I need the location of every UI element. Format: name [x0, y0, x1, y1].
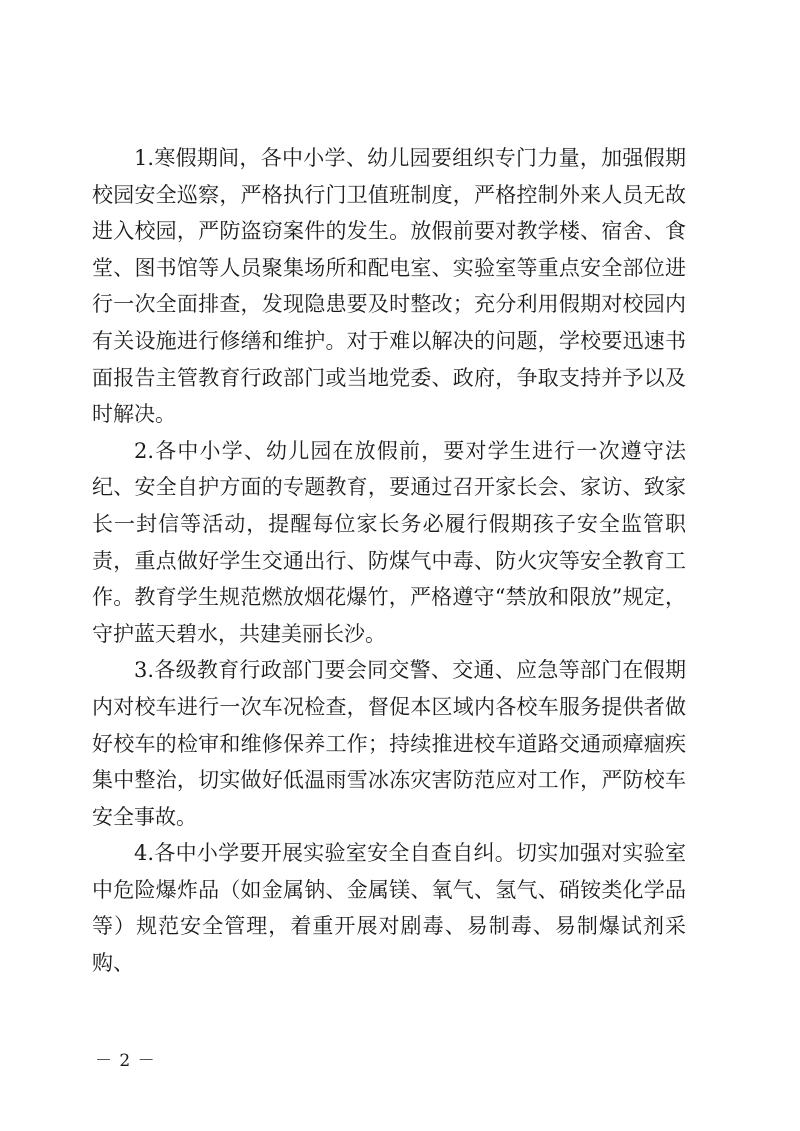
paragraph-3: 3.各级教育行政部门要会同交警、交通、应急等部门在假期内对校车进行一次车况检查，督促本区域内各校车服务提供者做好校车的检审和维修保养工作；持续推进校车道路交通顽瘴痼疾集中整治，切实做好低温雨雪冰冻灾害防范应对工作，严防校车安全事故。: [92, 658, 686, 829]
page-number: － 2 －: [95, 1051, 156, 1071]
paragraph-4: 4.各中小学要开展实验室安全自查自纠。切实加强对实验室中危险爆炸品（如金属钠、金属镁、氧气、氢气、硝铵类化学品等）规范安全管理，着重开展对剧毒、易制毒、易制爆试剂采购、: [92, 841, 686, 976]
document-body: [92, 140, 686, 982]
paragraph-2: 2.各中小学、幼儿园在放假前，要对学生进行一次遵守法纪、安全自护方面的专题教育，要通过召开家长会、家访、致家长一封信等活动，提醒每位家长务必履行假期孩子安全监管职责，重点做好学生交通出行、防煤气中毒、防火灾等安全教育工作。教育学生规范燃放烟花爆竹，严格遵守“禁放和限放”规定，守护蓝天碧水，共建美丽长沙。: [92, 438, 686, 646]
paragraph-1: 1.寒假期间，各中小学、幼儿园要组织专门力量，加强假期校园安全巡察，严格执行门卫值班制度，严格控制外来人员无故进入校园，严防盗窃案件的发生。放假前要对教学楼、宿舍、食堂、图书馆等人员聚集场所和配电室、实验室等重点安全部位进行一次全面排查，发现隐患要及时整改；充分利用假期对校园内有关设施进行修缮和维护。对于难以解决的问题，学校要迅速书面报告主管教育行政部门或当地党委、政府，争取支持并予以及时解决。: [92, 146, 686, 427]
